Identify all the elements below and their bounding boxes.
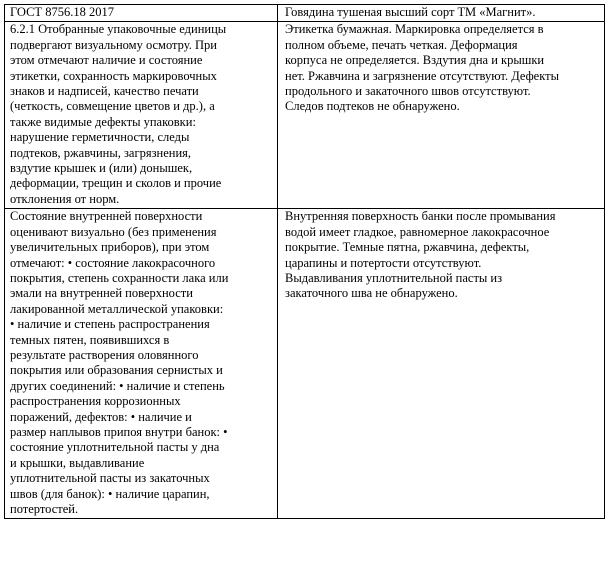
header-cell-standard	[5, 5, 278, 22]
requirement-text: Состояние внутренней поверхности оценивают визуально (без применения увеличительных приборов), при этом отмечают: • состояние лакокрасочного покрытия, степень сохранности лака или эмали на внутренней поверхности лакированной металлической упаковки: • наличие и степень распространения темных пятен, появившихся в результате растворения оловянного покрытия или образования сернистых и других соединений: • наличие и степень распространения коррозионных поражений, дефектов: • наличие и размер наплывов припоя внутри банок: • состояние уплотнительной пасты у дна и крышки, выдавливание уплотнительной пасты из закаточных швов (для банок): • наличие царапин, потертостей.	[10, 209, 229, 516]
requirement-cell	[5, 209, 278, 519]
result-cell	[278, 22, 605, 209]
document-page	[4, 4, 604, 519]
table-header-row	[5, 5, 605, 22]
result-text: Внутренняя поверхность банки после промывания водой имеет гладкое, равномерное лакокрасочное покрытие. Темные пятна, ржавчина, дефекты, царапины и потертости отсутствуют. Выдавливания уплотнительной пасты из закаточного шва не обнаружено.	[285, 209, 556, 301]
requirement-text: 6.2.1 Отобранные упаковочные единицы подвергают визуальному осмотру. При этом отмечают наличие и состояние этикетки, сохранность маркировочных знаков и надписей, качество печати (четкость, совмещение цветов и др.), а также видимые дефекты упаковки: нарушение герметичности, следы подтеков, ржавчины, загрязнения, вздутие крышек и (или) донышек, деформации, трещин и сколов и прочие отклонения от норм.	[10, 22, 227, 206]
comparison-table	[4, 4, 605, 519]
header-product-text: Говядина тушеная высший сорт ТМ «Магнит».	[285, 5, 536, 19]
requirement-cell	[5, 22, 278, 209]
table-row	[5, 209, 605, 519]
header-standard-text: ГОСТ 8756.18 2017	[10, 5, 114, 19]
header-cell-product	[278, 5, 605, 22]
result-text: Этикетка бумажная. Маркировка определяется в полном объеме, печать четкая. Деформация корпуса не определяется. Вздутия дна и крышки нет. Ржавчина и загрязнение отсутствуют. Дефекты продольного и закаточного швов отсутствуют. Следов подтеков не обнаружено.	[285, 22, 559, 114]
table-row	[5, 22, 605, 209]
result-cell	[278, 209, 605, 519]
